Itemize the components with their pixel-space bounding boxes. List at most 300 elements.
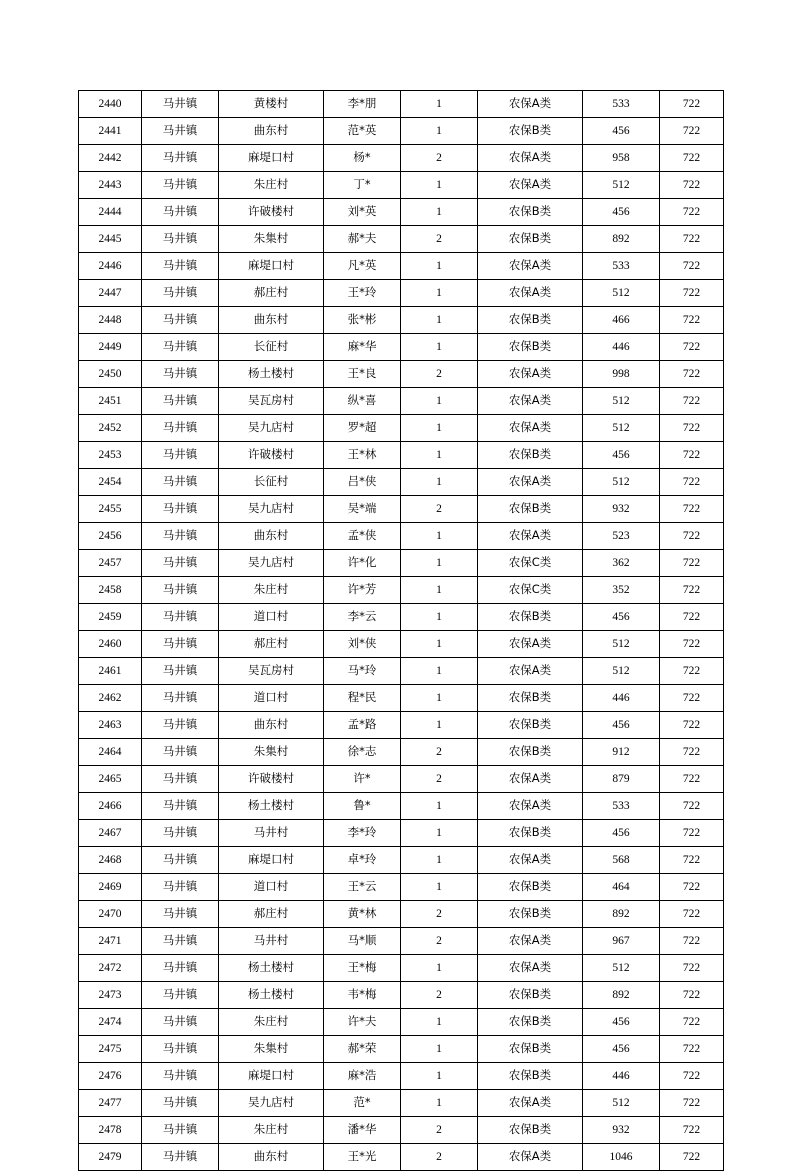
row-town <box>142 577 219 604</box>
row-village <box>219 793 324 820</box>
row-amount: 512 <box>583 658 660 685</box>
row-name <box>324 712 401 739</box>
table-row <box>79 523 724 550</box>
row-name <box>324 820 401 847</box>
row-type-text: 农保B类 <box>508 1041 552 1055</box>
row-amount: 912 <box>583 739 660 766</box>
row-village <box>219 712 324 739</box>
row-type-text: 农保B类 <box>508 717 552 731</box>
row-type-text: 农保A类 <box>508 96 552 110</box>
table-row <box>79 577 724 604</box>
row-id: 2460 <box>79 631 142 658</box>
row-type <box>478 172 583 199</box>
row-town <box>142 253 219 280</box>
row-name <box>324 604 401 631</box>
row-count: 1 <box>401 847 478 874</box>
row-village <box>219 739 324 766</box>
table-row <box>79 442 724 469</box>
row-village <box>219 847 324 874</box>
table-row <box>79 712 724 739</box>
row-id: 2473 <box>79 982 142 1009</box>
row-town <box>142 172 219 199</box>
row-town <box>142 334 219 361</box>
row-village <box>219 631 324 658</box>
table-row <box>79 793 724 820</box>
subsidy-table <box>78 90 724 1171</box>
row-town-text: 马井镇 <box>162 1068 198 1082</box>
row-name-text: 郝*夫 <box>347 231 377 245</box>
row-type-text: 农保B类 <box>508 231 552 245</box>
row-id: 2468 <box>79 847 142 874</box>
row-code: 722 <box>660 226 724 253</box>
row-amount: 512 <box>583 1090 660 1117</box>
table-row <box>79 766 724 793</box>
row-amount: 892 <box>583 226 660 253</box>
row-town <box>142 1090 219 1117</box>
row-village-text: 杨土楼村 <box>248 960 294 974</box>
row-town <box>142 1144 219 1171</box>
row-town-text: 马井镇 <box>162 447 198 461</box>
row-town <box>142 442 219 469</box>
row-code: 722 <box>660 631 724 658</box>
row-type <box>478 1117 583 1144</box>
row-code: 722 <box>660 874 724 901</box>
row-type <box>478 928 583 955</box>
row-town-text: 马井镇 <box>162 987 198 1001</box>
row-town-text: 马井镇 <box>162 744 198 758</box>
row-town <box>142 469 219 496</box>
row-count: 1 <box>401 415 478 442</box>
row-id: 2451 <box>79 388 142 415</box>
row-type-text: 农保A类 <box>508 285 552 299</box>
table-row <box>79 496 724 523</box>
row-type <box>478 604 583 631</box>
row-name-text: 杨* <box>353 150 371 164</box>
row-amount: 352 <box>583 577 660 604</box>
row-name-text: 潘*华 <box>347 1122 377 1136</box>
row-type-text: 农保A类 <box>508 663 552 677</box>
row-name <box>324 442 401 469</box>
row-town-text: 马井镇 <box>162 960 198 974</box>
row-town <box>142 739 219 766</box>
row-amount: 512 <box>583 955 660 982</box>
row-type-text: 农保A类 <box>508 474 552 488</box>
row-town <box>142 280 219 307</box>
row-code: 722 <box>660 820 724 847</box>
row-count: 1 <box>401 658 478 685</box>
row-town <box>142 793 219 820</box>
row-village <box>219 685 324 712</box>
row-code: 722 <box>660 928 724 955</box>
row-type-text: 农保B类 <box>508 339 552 353</box>
row-id: 2476 <box>79 1063 142 1090</box>
row-name-text: 许*化 <box>347 555 377 569</box>
row-type-text: 农保A类 <box>508 960 552 974</box>
row-type <box>478 415 583 442</box>
row-town-text: 马井镇 <box>162 177 198 191</box>
row-amount: 456 <box>583 820 660 847</box>
row-village-text: 吴瓦房村 <box>248 663 294 677</box>
row-village <box>219 874 324 901</box>
row-code: 722 <box>660 793 724 820</box>
table-row <box>79 955 724 982</box>
row-type-text: 农保A类 <box>508 1095 552 1109</box>
row-village-text: 黄楼村 <box>253 96 289 110</box>
row-id: 2453 <box>79 442 142 469</box>
table-row <box>79 145 724 172</box>
row-village-text: 曲东村 <box>253 312 289 326</box>
row-amount: 892 <box>583 982 660 1009</box>
row-code: 722 <box>660 712 724 739</box>
row-name <box>324 928 401 955</box>
row-name <box>324 1090 401 1117</box>
row-type <box>478 118 583 145</box>
row-id: 2478 <box>79 1117 142 1144</box>
row-type <box>478 253 583 280</box>
row-village-text: 郝庄村 <box>253 636 289 650</box>
row-town <box>142 1009 219 1036</box>
row-village <box>219 658 324 685</box>
row-village-text: 道口村 <box>253 879 289 893</box>
row-name-text: 黄*林 <box>347 906 377 920</box>
table-row <box>79 685 724 712</box>
row-village-text: 吴九店村 <box>248 420 294 434</box>
row-id: 2470 <box>79 901 142 928</box>
row-id: 2459 <box>79 604 142 631</box>
row-code: 722 <box>660 1009 724 1036</box>
row-town <box>142 631 219 658</box>
row-id: 2449 <box>79 334 142 361</box>
row-count: 1 <box>401 388 478 415</box>
row-village-text: 朱集村 <box>253 231 289 245</box>
row-type-text: 农保A类 <box>508 258 552 272</box>
row-type-text: 农保B类 <box>508 312 552 326</box>
row-town-text: 马井镇 <box>162 906 198 920</box>
row-village-text: 麻堤口村 <box>248 852 294 866</box>
row-amount: 466 <box>583 307 660 334</box>
row-count: 1 <box>401 685 478 712</box>
row-count: 1 <box>401 550 478 577</box>
row-name-text: 吴*端 <box>347 501 377 515</box>
row-count: 1 <box>401 199 478 226</box>
row-id: 2472 <box>79 955 142 982</box>
row-town-text: 马井镇 <box>162 636 198 650</box>
row-type-text: 农保C类 <box>508 555 552 569</box>
row-count: 1 <box>401 793 478 820</box>
row-amount: 998 <box>583 361 660 388</box>
row-town-text: 马井镇 <box>162 204 198 218</box>
row-code: 722 <box>660 361 724 388</box>
row-village-text: 道口村 <box>253 690 289 704</box>
row-amount: 512 <box>583 631 660 658</box>
row-type <box>478 1063 583 1090</box>
row-count: 1 <box>401 91 478 118</box>
row-id: 2446 <box>79 253 142 280</box>
table-row <box>79 658 724 685</box>
row-name <box>324 847 401 874</box>
row-name-text: 李*朋 <box>347 96 377 110</box>
table-row <box>79 874 724 901</box>
row-name-text: 刘*英 <box>347 204 377 218</box>
row-type-text: 农保B类 <box>508 825 552 839</box>
row-code: 722 <box>660 982 724 1009</box>
row-village <box>219 415 324 442</box>
row-type <box>478 766 583 793</box>
row-town-text: 马井镇 <box>162 258 198 272</box>
row-type <box>478 91 583 118</box>
row-id: 2477 <box>79 1090 142 1117</box>
row-code: 722 <box>660 1063 724 1090</box>
row-id: 2466 <box>79 793 142 820</box>
row-name-text: 孟*侠 <box>347 528 377 542</box>
row-town-text: 马井镇 <box>162 771 198 785</box>
row-name-text: 韦*梅 <box>347 987 377 1001</box>
row-name-text: 程*民 <box>347 690 377 704</box>
row-village-text: 长征村 <box>253 339 289 353</box>
table-row <box>79 118 724 145</box>
row-name-text: 罗*超 <box>347 420 377 434</box>
row-amount: 967 <box>583 928 660 955</box>
row-count: 1 <box>401 577 478 604</box>
row-amount: 1046 <box>583 1144 660 1171</box>
row-type-text: 农保B类 <box>508 690 552 704</box>
row-count: 2 <box>401 226 478 253</box>
row-count: 2 <box>401 901 478 928</box>
row-id: 2454 <box>79 469 142 496</box>
row-name <box>324 1117 401 1144</box>
table-row <box>79 334 724 361</box>
row-id: 2475 <box>79 1036 142 1063</box>
row-amount: 512 <box>583 469 660 496</box>
row-town <box>142 199 219 226</box>
table-row <box>79 550 724 577</box>
table-row <box>79 982 724 1009</box>
row-village <box>219 577 324 604</box>
row-village-text: 朱集村 <box>253 744 289 758</box>
row-type <box>478 658 583 685</box>
row-count: 2 <box>401 982 478 1009</box>
row-name <box>324 469 401 496</box>
row-village <box>219 145 324 172</box>
row-type <box>478 523 583 550</box>
row-village-text: 朱集村 <box>253 1041 289 1055</box>
row-town-text: 马井镇 <box>162 96 198 110</box>
row-village <box>219 523 324 550</box>
table-row <box>79 1063 724 1090</box>
row-name <box>324 901 401 928</box>
row-town <box>142 145 219 172</box>
row-code: 722 <box>660 766 724 793</box>
row-town-text: 马井镇 <box>162 501 198 515</box>
row-name <box>324 1036 401 1063</box>
row-name <box>324 550 401 577</box>
row-town <box>142 820 219 847</box>
row-village-text: 马井村 <box>253 933 289 947</box>
row-type <box>478 1144 583 1171</box>
row-town <box>142 685 219 712</box>
row-amount: 512 <box>583 280 660 307</box>
row-type-text: 农保A类 <box>508 636 552 650</box>
row-code: 722 <box>660 253 724 280</box>
row-village <box>219 496 324 523</box>
row-town <box>142 226 219 253</box>
row-amount: 456 <box>583 199 660 226</box>
row-town <box>142 847 219 874</box>
row-count: 1 <box>401 874 478 901</box>
row-id: 2462 <box>79 685 142 712</box>
row-village <box>219 1036 324 1063</box>
row-code: 722 <box>660 577 724 604</box>
row-type <box>478 874 583 901</box>
row-id: 2450 <box>79 361 142 388</box>
row-town <box>142 901 219 928</box>
row-name <box>324 874 401 901</box>
row-name <box>324 577 401 604</box>
row-count: 1 <box>401 334 478 361</box>
row-amount: 446 <box>583 1063 660 1090</box>
table-row <box>79 928 724 955</box>
row-id: 2469 <box>79 874 142 901</box>
row-type <box>478 361 583 388</box>
row-village <box>219 1090 324 1117</box>
row-name <box>324 631 401 658</box>
row-amount: 568 <box>583 847 660 874</box>
row-type <box>478 334 583 361</box>
row-village-text: 麻堤口村 <box>248 258 294 272</box>
table-row <box>79 469 724 496</box>
row-town-text: 马井镇 <box>162 933 198 947</box>
row-amount: 533 <box>583 253 660 280</box>
row-code: 722 <box>660 280 724 307</box>
table-row <box>79 388 724 415</box>
row-count: 1 <box>401 523 478 550</box>
row-name-text: 郝*荣 <box>347 1041 377 1055</box>
row-type-text: 农保B类 <box>508 906 552 920</box>
row-count: 1 <box>401 1036 478 1063</box>
row-amount: 446 <box>583 685 660 712</box>
row-name-text: 丁* <box>353 177 371 191</box>
row-name <box>324 334 401 361</box>
row-name-text: 许*夫 <box>347 1014 377 1028</box>
row-type-text: 农保B类 <box>508 744 552 758</box>
row-name <box>324 496 401 523</box>
row-village <box>219 1144 324 1171</box>
row-amount: 456 <box>583 712 660 739</box>
row-count: 1 <box>401 820 478 847</box>
row-village <box>219 982 324 1009</box>
row-name-text: 王*林 <box>347 447 377 461</box>
row-count: 1 <box>401 1063 478 1090</box>
row-name-text: 许*芳 <box>347 582 377 596</box>
row-code: 722 <box>660 415 724 442</box>
table-row <box>79 1117 724 1144</box>
row-count: 1 <box>401 307 478 334</box>
row-type-text: 农保B类 <box>508 1014 552 1028</box>
row-amount: 932 <box>583 496 660 523</box>
table-row <box>79 1009 724 1036</box>
row-village <box>219 91 324 118</box>
row-name-text: 马*顺 <box>347 933 377 947</box>
row-village <box>219 118 324 145</box>
row-code: 722 <box>660 496 724 523</box>
row-name-text: 马*玲 <box>347 663 377 677</box>
row-name <box>324 685 401 712</box>
row-town-text: 马井镇 <box>162 879 198 893</box>
row-name <box>324 658 401 685</box>
row-village-text: 朱庄村 <box>253 1014 289 1028</box>
row-village-text: 郝庄村 <box>253 906 289 920</box>
row-village <box>219 1009 324 1036</box>
row-code: 722 <box>660 307 724 334</box>
row-type-text: 农保A类 <box>508 852 552 866</box>
row-name <box>324 118 401 145</box>
row-code: 722 <box>660 685 724 712</box>
row-type <box>478 550 583 577</box>
row-amount: 512 <box>583 415 660 442</box>
row-town <box>142 496 219 523</box>
row-type <box>478 739 583 766</box>
row-code: 722 <box>660 550 724 577</box>
row-code: 722 <box>660 91 724 118</box>
table-row <box>79 631 724 658</box>
row-town <box>142 118 219 145</box>
row-id: 2471 <box>79 928 142 955</box>
row-name-text: 吕*侠 <box>347 474 377 488</box>
row-count: 1 <box>401 712 478 739</box>
row-code: 722 <box>660 604 724 631</box>
row-town-text: 马井镇 <box>162 825 198 839</box>
row-type <box>478 469 583 496</box>
row-count: 2 <box>401 496 478 523</box>
row-amount: 523 <box>583 523 660 550</box>
row-town-text: 马井镇 <box>162 474 198 488</box>
row-id: 2467 <box>79 820 142 847</box>
row-type-text: 农保A类 <box>508 798 552 812</box>
row-type <box>478 712 583 739</box>
row-type <box>478 577 583 604</box>
row-name <box>324 253 401 280</box>
row-name-text: 凡*英 <box>347 258 377 272</box>
row-town-text: 马井镇 <box>162 150 198 164</box>
row-town-text: 马井镇 <box>162 339 198 353</box>
row-village <box>219 550 324 577</box>
row-type-text: 农保B类 <box>508 1122 552 1136</box>
row-village <box>219 361 324 388</box>
row-id: 2456 <box>79 523 142 550</box>
row-village <box>219 469 324 496</box>
row-code: 722 <box>660 172 724 199</box>
row-village-text: 曲东村 <box>253 717 289 731</box>
row-town-text: 马井镇 <box>162 798 198 812</box>
row-town <box>142 766 219 793</box>
table-row <box>79 307 724 334</box>
row-town <box>142 658 219 685</box>
row-town-text: 马井镇 <box>162 1014 198 1028</box>
row-village-text: 吴九店村 <box>248 501 294 515</box>
row-code: 722 <box>660 1117 724 1144</box>
row-village-text: 曲东村 <box>253 123 289 137</box>
row-type <box>478 982 583 1009</box>
row-count: 1 <box>401 253 478 280</box>
row-village-text: 麻堤口村 <box>248 150 294 164</box>
row-id: 2442 <box>79 145 142 172</box>
row-type-text: 农保A类 <box>508 1149 552 1163</box>
row-village <box>219 172 324 199</box>
row-type <box>478 307 583 334</box>
row-count: 2 <box>401 928 478 955</box>
row-type-text: 农保A类 <box>508 771 552 785</box>
row-type-text: 农保A类 <box>508 933 552 947</box>
